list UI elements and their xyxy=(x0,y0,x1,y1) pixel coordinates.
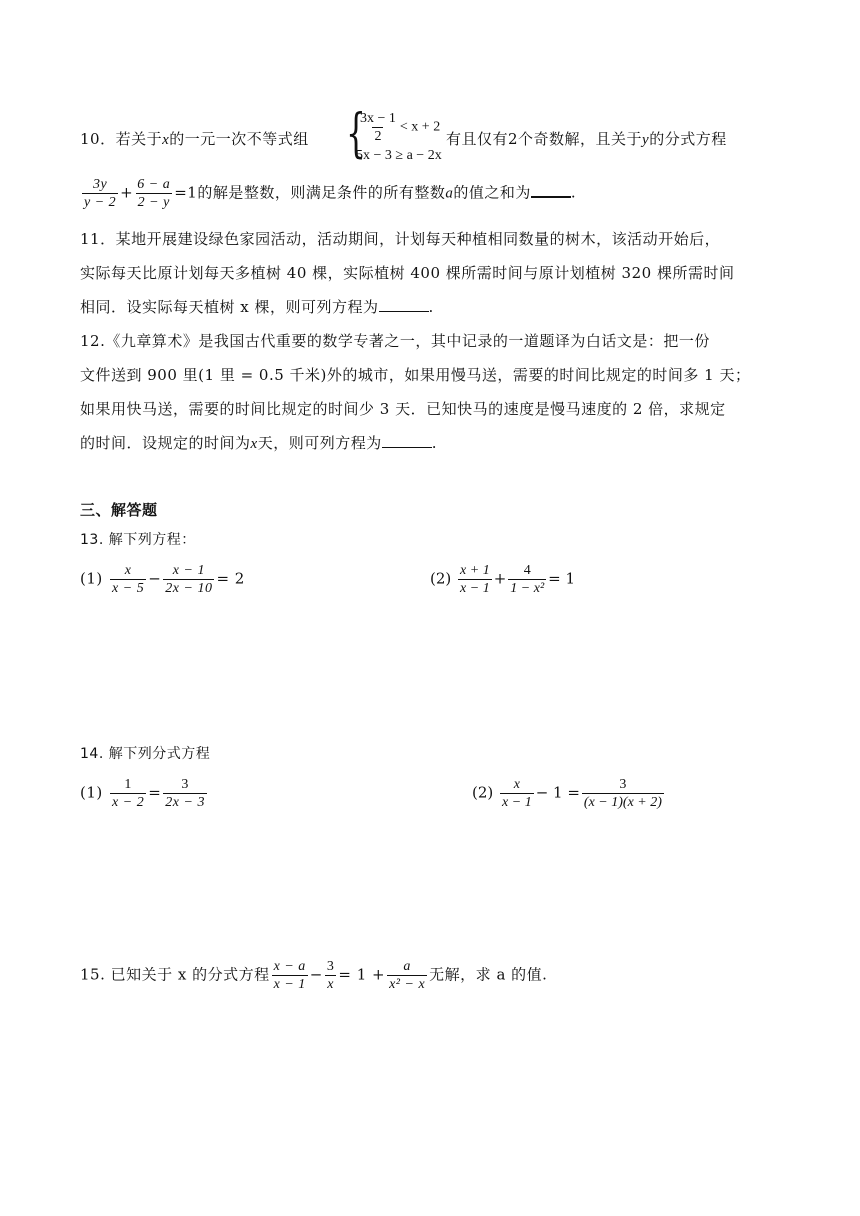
q13-title: 13. 解下列方程： xyxy=(80,532,196,548)
q11-line3: 相同．设实际每天植树 x 棵，则可列方程为 . xyxy=(80,298,434,316)
answer-blank xyxy=(531,184,571,198)
q12-line3: 如果用快马送，需要的时间比规定的时间少 3 天．已知快马的速度是慢马速度的 2 倍，求规定 xyxy=(80,400,726,418)
q12-line1: 12.《九章算术》是我国古代重要的数学专著之一，其中记录的一道题译为白话文是：把一份 xyxy=(80,332,710,350)
q13-part2: (2) $\frac{x + 1}{x - 1}$ + $\frac{4}{\text{1 − x²}}$ = 1 xyxy=(430,563,576,596)
q12-line4: 的时间．设规定的时间为x天，则可列方程为 . xyxy=(80,434,437,452)
inequality-1: $\frac{3x - 1}{2}$ < x + 2 xyxy=(360,111,441,144)
q10-number: 10． xyxy=(80,130,116,148)
inequality-2: 5x − 3 ≥ a − 2x xyxy=(356,148,442,163)
q11-line1: 11．某地开展建设绿色家园活动，活动期间，计划每天种植相同数量的树木，该活动开始后， xyxy=(80,230,721,248)
q15-line: 15. 已知关于 x 的分式方程 $\frac{x - a}{x - 1}$ − $\frac{3}{x}$ = 1 + $\frac{a}{\text{x² − x}}$ 无解，求 a 的值. xyxy=(80,959,548,992)
q11-line2: 实际每天比原计划每天多植树 40 棵，实际植树 400 棵所需时间与原计划植树 320 棵所需时间 xyxy=(80,264,735,282)
q10-line1-cont: 有且仅有2个奇数解，且关于y的分式方程 xyxy=(446,130,727,148)
q14-part1: (1) $\frac{1}{x - 2}$ = $\frac{3}{2x - 3}$ xyxy=(80,777,205,810)
q10-frac2: $\frac{6 - a}{2 - y}$ xyxy=(137,177,171,210)
q14-title: 14. 解下列分式方程 xyxy=(80,746,211,762)
var-y: y xyxy=(642,132,650,148)
q13-part1: (1) $\frac{x}{x - 5}$ − $\frac{x - 1}{2x - 10}$ = 2 xyxy=(80,563,245,596)
var-x: x xyxy=(162,132,170,148)
q10-line2: $\frac{3y}{y - 2}$ + $\frac{6 - a}{2 - y}$ =1的解是整数，则满足条件的所有整数a的值之和为 . xyxy=(84,177,577,210)
answer-blank xyxy=(379,299,429,312)
inequality-system xyxy=(346,106,446,168)
q14-part2: (2) $\frac{x}{x - 1}$ − 1 = $\frac{3}{(x - 1)(x + 2)}$ xyxy=(472,777,662,810)
left-brace-icon: { xyxy=(346,104,366,164)
answer-blank xyxy=(382,435,432,448)
section-title: 三、解答题 xyxy=(80,501,158,519)
q10-line1: 10．若关于x的一元一次不等式组 xyxy=(80,130,309,148)
q10-frac1: $\frac{3y}{y - 2}$ xyxy=(84,177,117,210)
q12-line2: 文件送到 900 里(1 里 = 0.5 千米)外的城市，如果用慢马送，需要的时间比规定的时间多 1 天； xyxy=(80,366,751,384)
